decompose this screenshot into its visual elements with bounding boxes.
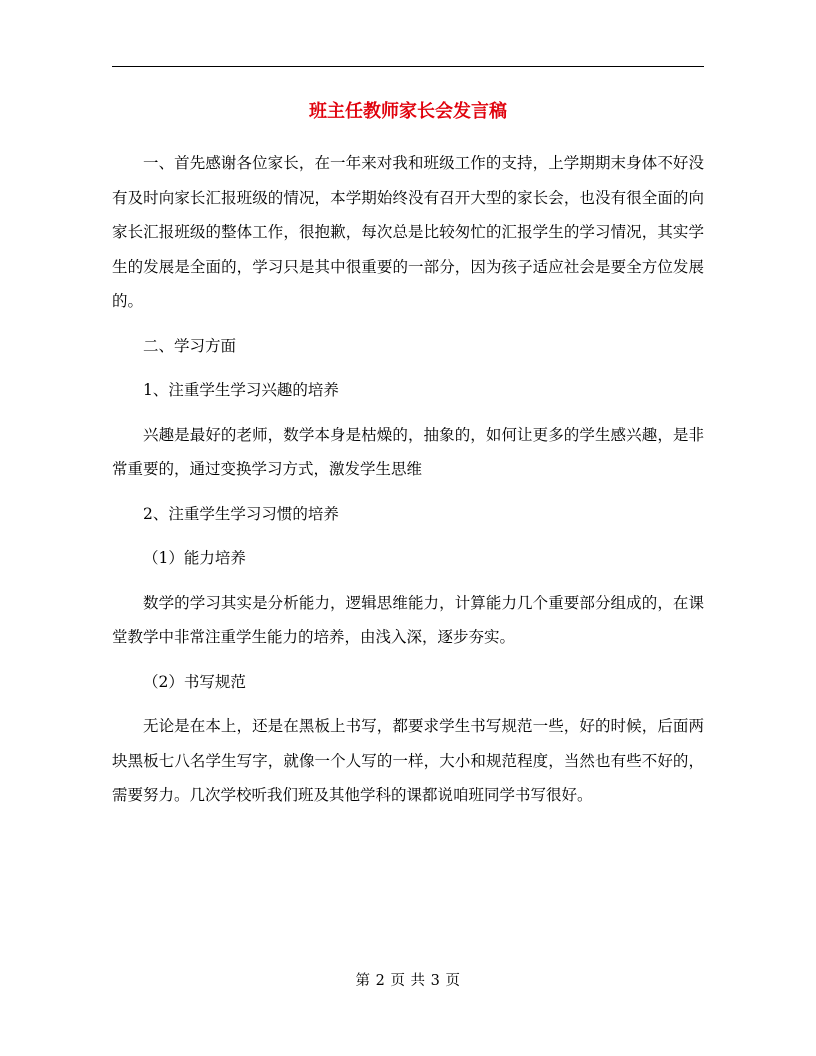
heading-study: 二、学习方面 [143, 336, 237, 355]
paragraph-writing: 无论是在本上，还是在黑板上书写，都要求学生书写规范一些，好的时候，后面两块黑板七八名学生写字，就像一个人写的一样，大小和规范程度，当然也有些不好的，需要努力。几次学校听我们班及其他学科的课都说咱班同学书写很好。 [112, 717, 704, 804]
document-body [112, 146, 704, 813]
heading-ability: （1）能力培养 [143, 549, 246, 567]
paragraph-ability: 数学的学习其实是分析能力，逻辑思维能力，计算能力几个重要部分组成的，在课堂教学中非常注重学生能力的培养，由浅入深，逐步夯实。 [112, 593, 704, 646]
heading-habits: 2、注重学生学习习惯的培养 [143, 504, 339, 523]
page-title: 班主任教师家长会发言稿 [309, 101, 507, 122]
paragraph-thanks: 一、首先感谢各位家长，在一年来对我和班级工作的支持，上学期期末身体不好没有及时向家长汇报班级的情况，本学期始终没有召开大型的家长会，也没有很全面的向家长汇报班级的整体工作，很抱歉，每次总是比较匆忙的汇报学生的学习情况，其实学生的发展是全面的，学习只是其中很重要的一部分，因为孩子适应社会是要全方位发展的。 [112, 154, 704, 310]
header-rule [112, 66, 704, 67]
heading-writing: （2）书写规范 [143, 672, 246, 691]
paragraph-interest: 兴趣是最好的老师，数学本身是枯燥的，抽象的，如何让更多的学生感兴趣，是非常重要的，通过变换学习方式，激发学生思维 [112, 425, 704, 478]
heading-interest: 1、注重学生学习兴趣的培养 [143, 381, 339, 399]
page-footer: 第 2 页 共 3 页 [355, 973, 461, 989]
